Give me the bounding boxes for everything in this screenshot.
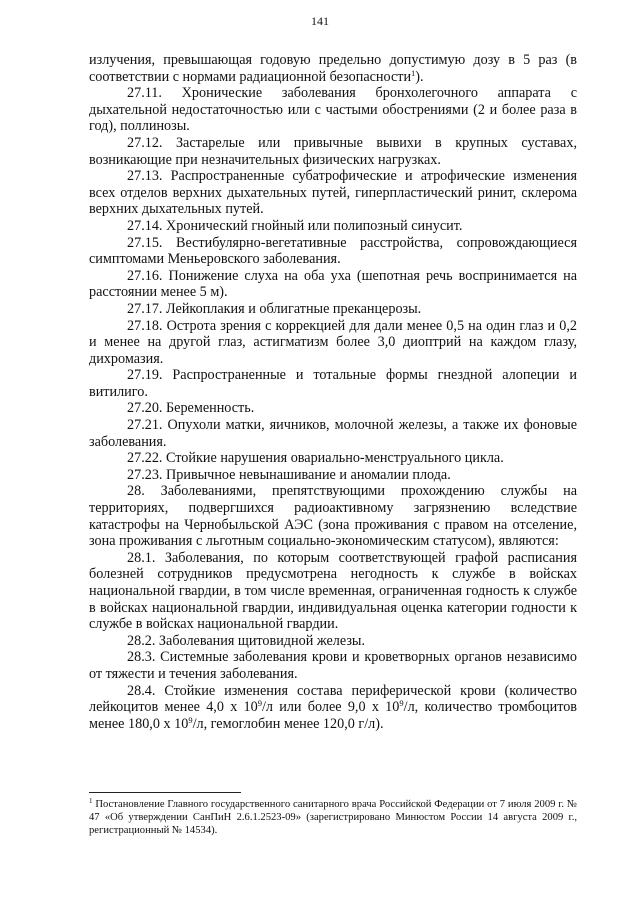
paragraph — [89, 367, 577, 400]
paragraph-text: 27.21. Опухоли матки, яичников, молочной железы, а также их фоновые заболевания. — [89, 417, 577, 450]
footnote-separator — [89, 792, 241, 793]
paragraph — [89, 400, 577, 417]
paragraph-text: 27.17. Лейкоплакия и облигатные преканцерозы. — [127, 300, 422, 317]
paragraph-text: 28.2. Заболевания щитовидной железы. — [127, 632, 366, 649]
paragraph — [89, 683, 577, 733]
paragraph-text: 27.13. Распространенные субатрофические и атрофические изменения всех отделов верхних дыхательных путей, гиперпластический ринит, склерома верхних дыхательных путей. — [89, 168, 577, 218]
paragraph-text: 28.3. Системные заболевания крови и кроветворных органов независимо от тяжести и течения заболевания. — [89, 649, 577, 682]
paragraph-text: ). — [415, 68, 424, 85]
footnote-marker: 1 — [89, 797, 93, 805]
paragraph — [89, 633, 577, 650]
paragraph-text: 27.16. Понижение слуха на оба уха (шепотная речь воспринимается на расстоянии менее 5 м). — [89, 267, 577, 301]
paragraph — [89, 235, 577, 268]
paragraph-text: 27.23. Привычное невынашивание и аномалии плода. — [127, 466, 451, 483]
paragraph-text: 27.14. Хронический гнойный или полипозный синусит. — [127, 217, 463, 234]
paragraph — [89, 218, 577, 235]
superscript: 9 — [257, 698, 262, 709]
paragraph — [89, 268, 577, 301]
superscript: 9 — [399, 698, 404, 709]
paragraph-text: 27.11. Хронические заболевания бронхолегочного аппарата с дыхательной недостаточностью или с частыми обострениями (2 и более раза в год), поллинозы. — [89, 85, 577, 135]
body-text — [89, 52, 577, 732]
paragraph-text: 27.15. Вестибулярно-вегетативные расстройства, сопровождающиеся симптомами Меньеровского заболевания. — [89, 234, 577, 268]
paragraph — [89, 550, 577, 633]
paragraph — [89, 52, 577, 85]
paragraph-text: 27.19. Распространенные и тотальные формы гнездной алопеции и витилиго. — [89, 367, 577, 400]
footnote-text: Постановление Главного государственного санитарного врача Российской Федерации от 7 июля 2009 г. № 47 «Об утверждении СанПиН 2.6.1.2523-09» (зарегистрировано Минюстом России 14 августа 2009 г., регистрационный № 14534). — [89, 799, 577, 836]
paragraph-text: /л, гемоглобин менее 120,0 г/л). — [192, 715, 384, 732]
paragraph — [89, 168, 577, 218]
paragraph — [89, 135, 577, 168]
superscript: 9 — [188, 714, 193, 725]
paragraph — [89, 483, 577, 549]
superscript: 1 — [411, 67, 416, 78]
paragraph-text: /л или более 9,0 x 10 — [261, 699, 400, 716]
paragraph-text: 27.20. Беременность. — [127, 400, 255, 417]
paragraph-text: 28.4. Стойкие изменения состава периферической крови (количество лейкоцитов менее 4,0 x 10 — [89, 682, 577, 716]
paragraph — [89, 467, 577, 484]
footnote — [89, 798, 577, 837]
paragraph — [89, 301, 577, 318]
page-number: 141 — [311, 14, 329, 28]
paragraph-text: 27.12. Застарелые или привычные вывихи в крупных суставах, возникающие при незначительных физических нагрузках. — [89, 134, 577, 168]
paragraph-text: /л, количество тромбоцитов менее 180,0 x 10 — [89, 699, 578, 732]
paragraph-text: 28. Заболеваниями, препятствующими прохождению службы на территориях, подвергшихся радиоактивному загрязнению вследствие катастрофы на Чернобыльской АЭС (зона проживания с правом на отселение, зона проживания с льготным социально-экономическим статусом), являются: — [89, 483, 577, 550]
paragraph — [89, 85, 577, 135]
paragraph — [89, 417, 577, 450]
paragraph — [89, 318, 577, 368]
paragraph-text: 27.22. Стойкие нарушения овариально-менструального цикла. — [127, 450, 504, 467]
paragraph — [89, 450, 577, 467]
paragraph-text: 27.18. Острота зрения с коррекцией для дали менее 0,5 на один глаз и 0,2 и менее на другой глаз, астигматизм более 3,0 диоптрий на каждом глазу, дихромазия. — [89, 317, 577, 367]
paragraph-text: 28.1. Заболевания, по которым соответствующей графой расписания болезней сотрудников предусмотрена негодность к службе в войсках национальной гвардии, в том числе временная, ограниченная годность к службе в войсках национальной гвардии, индивидуальная оценка категории годности к службе в войсках национальной гвардии. — [89, 549, 577, 633]
paragraph-text: излучения, превышающая годовую предельно допустимую дозу в 5 раз (в соответствии с нормами радиационной безопасности — [89, 52, 577, 85]
paragraph — [89, 649, 577, 682]
